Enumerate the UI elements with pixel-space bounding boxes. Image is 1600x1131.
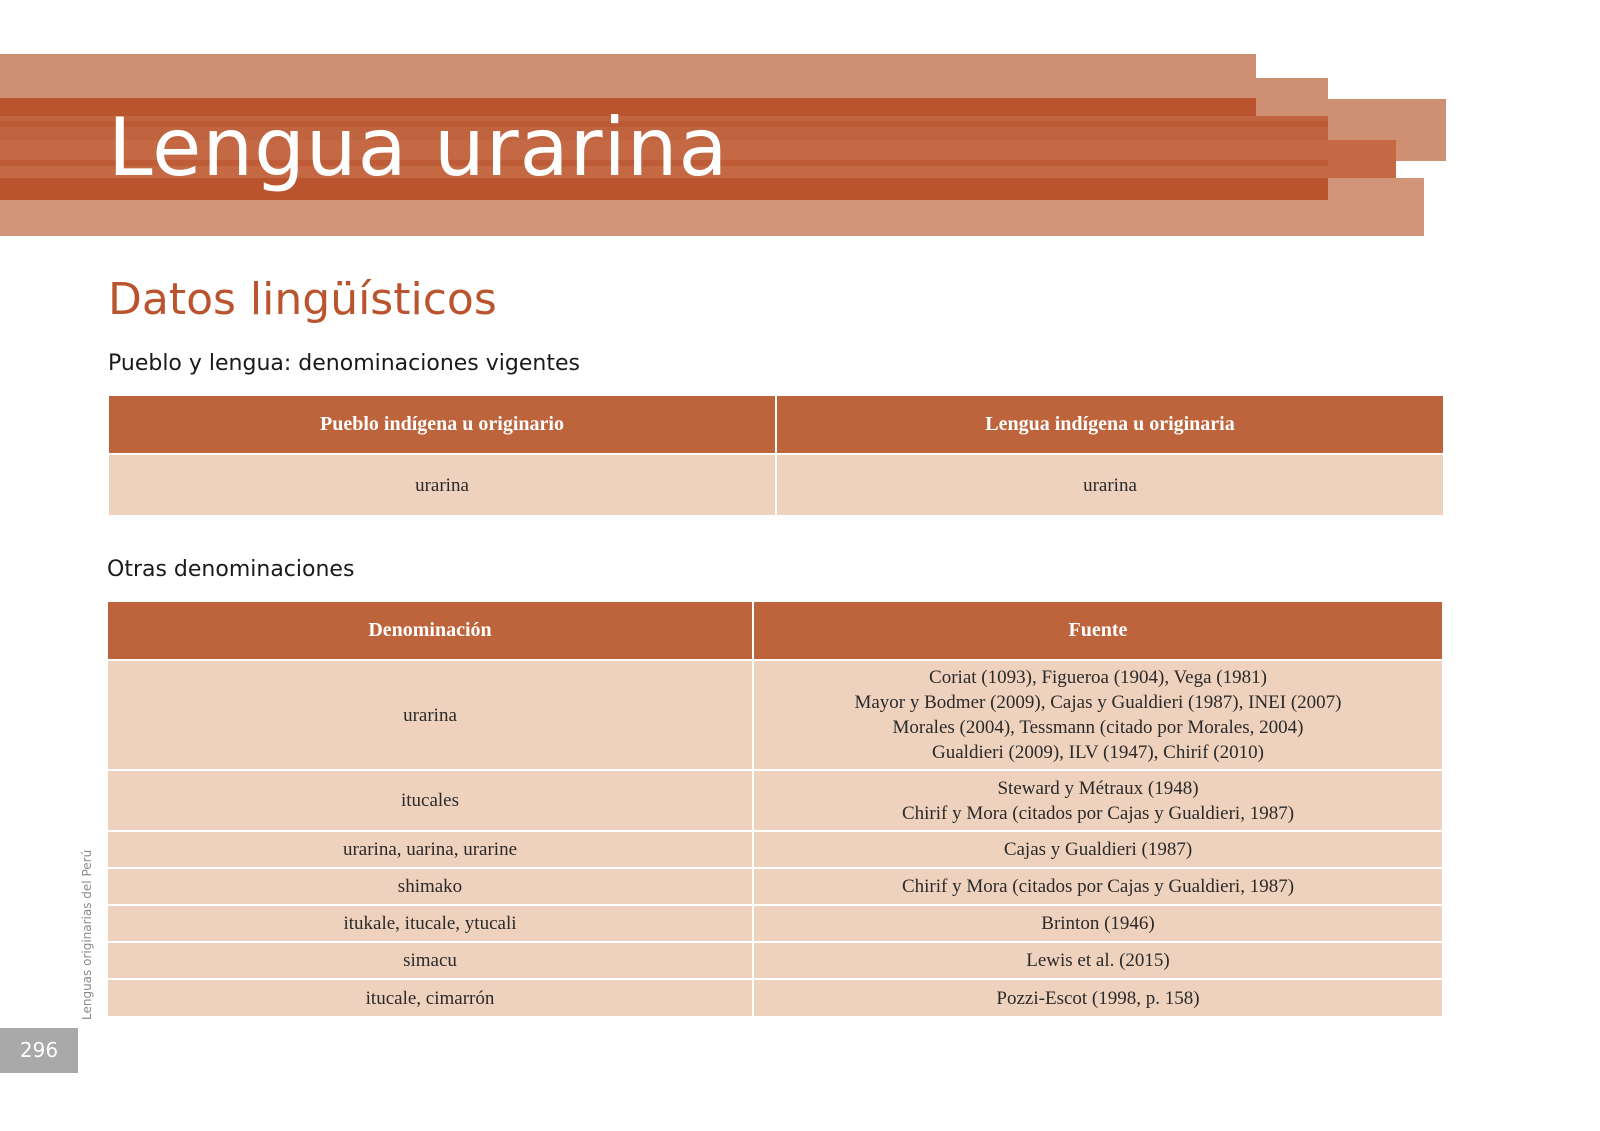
cell-fuente bbox=[753, 831, 1442, 868]
source-line: Brinton (1946) bbox=[1041, 913, 1155, 934]
other-names-subtitle: Otras denominaciones bbox=[107, 557, 355, 582]
cell-denominacion: urarina, uarina, urarine bbox=[108, 831, 753, 868]
cell-fuente bbox=[753, 868, 1442, 905]
cell-lengua: urarina bbox=[776, 454, 1443, 515]
cell-fuente bbox=[753, 942, 1442, 979]
source-line: Chirif y Mora (citados por Cajas y Gualdieri, 1987) bbox=[901, 802, 1295, 824]
cell-denominacion: itucales bbox=[108, 770, 753, 831]
column-header-lengua: Lengua indígena u originaria bbox=[776, 396, 1443, 454]
cell-fuente bbox=[753, 770, 1442, 831]
table-row bbox=[108, 770, 1442, 831]
cell-denominacion: itukale, itucale, ytucali bbox=[108, 905, 753, 942]
table-row bbox=[108, 660, 1442, 770]
source-line: Gualdieri (2009), ILV (1947), Chirif (2010) bbox=[932, 742, 1264, 763]
page-number: 296 bbox=[0, 1028, 78, 1073]
source-line: Chirif y Mora (citados por Cajas y Gualdieri, 1987) bbox=[901, 876, 1295, 897]
cell-fuente bbox=[753, 905, 1442, 942]
cell-fuente bbox=[753, 660, 1442, 770]
side-label: Lenguas originarias del Perú bbox=[80, 849, 94, 1020]
table-row bbox=[109, 454, 1443, 515]
source-line: Cajas y Gualdieri (1987) bbox=[1003, 839, 1193, 860]
source-line: Mayor y Bodmer (2009), Cajas y Gualdieri (1987), INEI (2007) bbox=[854, 692, 1342, 713]
cell-denominacion: urarina bbox=[108, 660, 753, 770]
other-names-table bbox=[108, 602, 1442, 1016]
table-row bbox=[108, 831, 1442, 868]
cell-denominacion: itucale, cimarrón bbox=[108, 979, 753, 1016]
column-header-denominacion: Denominación bbox=[108, 602, 753, 660]
page-title: Lengua urarina bbox=[108, 101, 729, 194]
current-names-subtitle: Pueblo y lengua: denominaciones vigentes bbox=[108, 351, 580, 376]
cell-denominacion: shimako bbox=[108, 868, 753, 905]
table-row bbox=[108, 868, 1442, 905]
column-header-pueblo: Pueblo indígena u originario bbox=[109, 396, 776, 454]
table-row bbox=[108, 905, 1442, 942]
column-header-fuente: Fuente bbox=[753, 602, 1442, 660]
source-line: Pozzi-Escot (1998, p. 158) bbox=[996, 987, 1200, 1009]
source-line: Steward y Métraux (1948) bbox=[997, 777, 1199, 799]
banner-band bbox=[0, 78, 1328, 100]
cell-denominacion: simacu bbox=[108, 942, 753, 979]
title-banner bbox=[0, 0, 1600, 240]
table-header-row bbox=[109, 396, 1443, 454]
table-header-row bbox=[108, 602, 1442, 660]
table-row bbox=[108, 942, 1442, 979]
section-heading: Datos lingüísticos bbox=[108, 274, 497, 325]
source-line: Coriat (1093), Figueroa (1904), Vega (1981) bbox=[929, 667, 1267, 688]
source-line: Lewis et al. (2015) bbox=[1026, 950, 1170, 971]
source-line: Morales (2004), Tessmann (citado por Morales, 2004) bbox=[892, 717, 1304, 738]
current-names-table bbox=[109, 396, 1443, 515]
cell-pueblo: urarina bbox=[109, 454, 776, 515]
table-row bbox=[108, 979, 1442, 1016]
cell-fuente bbox=[753, 979, 1442, 1016]
